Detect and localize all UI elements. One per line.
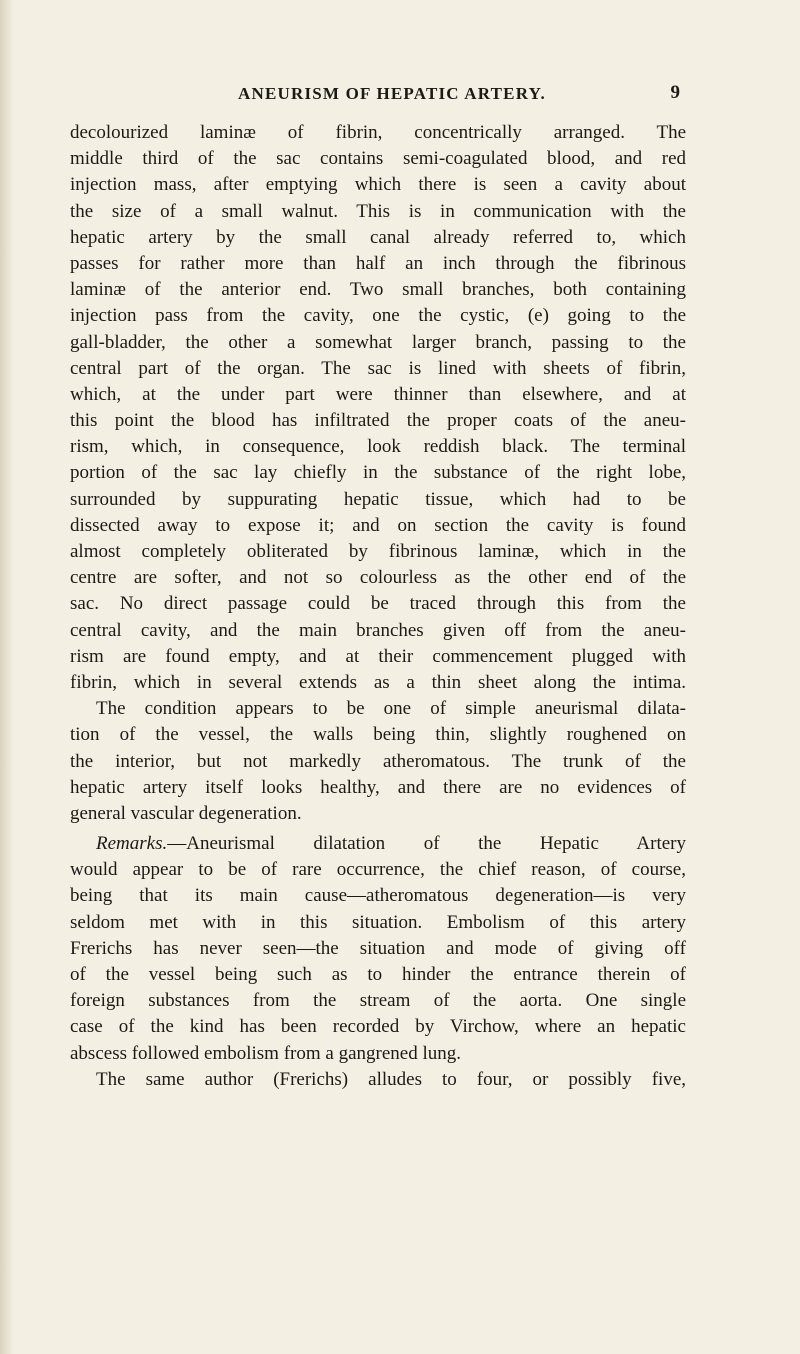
- text-line: hepatic artery itself looks healthy, and there are no evidences of: [70, 776, 686, 798]
- text-line: rism are found empty, and at their commencement plugged with: [70, 645, 686, 667]
- text-line: tion of the vessel, the walls being thin, slightly roughened on: [70, 724, 686, 746]
- text-line: The same author (Frerichs) alludes to four, or possibly five,: [96, 1068, 686, 1090]
- text-line: which, at the under part were thinner than elsewhere, and at: [70, 383, 686, 405]
- text-line: sac. No direct passage could be traced through this from the: [70, 593, 686, 615]
- text-line: middle third of the sac contains semi-coagulated blood, and red: [70, 148, 686, 170]
- text-line: general vascular degeneration.: [70, 802, 302, 824]
- text-line: centre are softer, and not so colourless as the other end of the: [70, 567, 686, 589]
- text-line: of the vessel being such as to hinder the entrance therein of: [70, 964, 686, 985]
- text-line: the interior, but not markedly atheromatous. The trunk of the: [70, 750, 686, 772]
- page-binding-edge: [0, 0, 14, 1354]
- text-line: fibrin, which in several extends as a thin sheet along the intima.: [70, 671, 686, 693]
- text-line: portion of the sac lay chiefly in the substance of the right lobe,: [70, 462, 686, 484]
- text-line: passes for rather more than half an inch through the fibrinous: [70, 252, 686, 274]
- running-title: ANEURISM OF HEPATIC ARTERY.: [238, 84, 546, 103]
- text-line: the size of a small walnut. This is in communication with the: [70, 200, 686, 222]
- text-line: foreign substances from the stream of the aorta. One single: [70, 990, 686, 1012]
- text-line: central part of the organ. The sac is lined with sheets of fibrin,: [70, 357, 686, 379]
- text-line: injection pass from the cavity, one the cystic, (e) going to the: [70, 305, 686, 327]
- text-line: would appear to be of rare occurrence, the chief reason, of course,: [70, 859, 686, 881]
- text-line: abscess followed embolism from a gangrened lung.: [70, 1042, 461, 1064]
- body-text: [70, 120, 686, 1093]
- text-line: central cavity, and the main branches given off from the aneu-: [70, 619, 686, 641]
- text-line: hepatic artery by the small canal already referred to, which: [70, 226, 686, 248]
- text-line: dissected away to expose it; and on section the cavity is found: [70, 514, 686, 536]
- text-line: this point the blood has infiltrated the proper coats of the aneu-: [70, 410, 686, 432]
- text-line: almost completely obliterated by fibrinous laminæ, which in the: [70, 541, 686, 562]
- text-line: The condition appears to be one of simple aneurismal dilata-: [96, 698, 686, 720]
- text-line: decolourized laminæ of fibrin, concentrically arranged. The: [70, 122, 686, 143]
- running-head: [80, 84, 680, 108]
- text-line: case of the kind has been recorded by Virchow, where an hepatic: [70, 1016, 686, 1038]
- text-line: gall-bladder, the other a somewhat larger branch, passing to the: [70, 331, 686, 353]
- remarks-first-line-text: —Aneurismal dilatation of the Hepatic Artery: [167, 833, 686, 855]
- remarks-label: Remarks.: [96, 833, 168, 855]
- remarks-first-line: [70, 831, 686, 857]
- text-line: surrounded by suppurating hepatic tissue, which had to be: [70, 488, 686, 510]
- text-line: Frerichs has never seen—the situation and mode of giving off: [70, 937, 686, 959]
- text-line: laminæ of the anterior end. Two small branches, both containing: [70, 279, 686, 301]
- text-line: rism, which, in consequence, look reddish black. The terminal: [70, 436, 686, 458]
- text-line: seldom met with in this situation. Embolism of this artery: [70, 911, 686, 933]
- text-line: injection mass, after emptying which there is seen a cavity about: [70, 174, 686, 196]
- text-line: being that its main cause—atheromatous degeneration—is very: [70, 885, 686, 907]
- page-number: 9: [670, 82, 680, 103]
